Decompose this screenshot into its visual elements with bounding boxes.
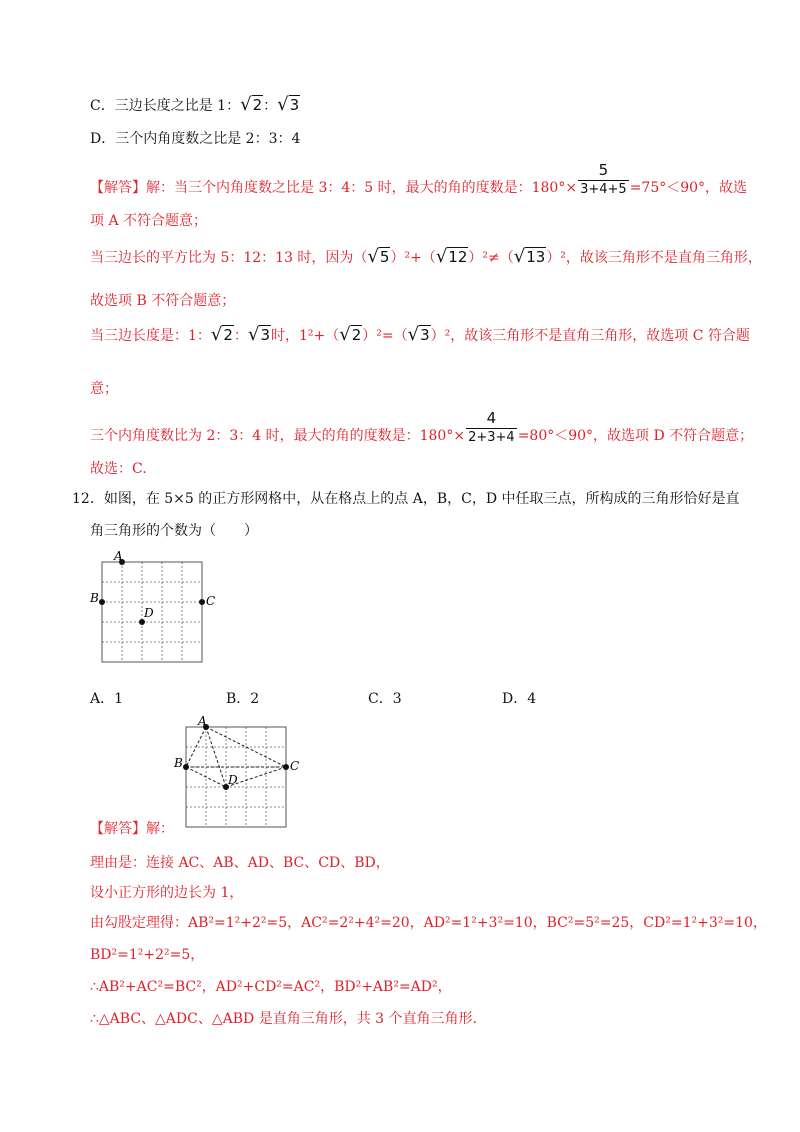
label-a: A — [114, 549, 123, 563]
sqrt-3: √3 — [407, 324, 430, 345]
fraction-5-over-12: $\frac{5}{3+4+5}$ — [580, 161, 627, 197]
grid-figure-solution — [174, 714, 300, 827]
solution-line-2: 设小正方形的边长为 1， — [90, 885, 244, 901]
label-d: D — [144, 606, 154, 620]
label-c: C — [290, 759, 300, 773]
option-d[interactable]: D．4 — [502, 691, 537, 707]
analysis-line-6: 意； — [90, 381, 118, 397]
label-b: B — [90, 591, 99, 605]
sqrt-2: √2 — [240, 94, 263, 115]
ratio-sep: ： — [263, 98, 278, 114]
sqrt-3: √3 — [247, 324, 270, 345]
point-b — [99, 599, 105, 605]
point-b — [183, 764, 189, 770]
option-c[interactable]: C．3 — [368, 691, 402, 707]
solution-line-6: ∴△ABC、△ADC、△ABD 是直角三角形，共 3 个直角三角形. — [90, 1011, 477, 1027]
grid-figure-question — [90, 549, 216, 662]
question-12-stem: 12．如图，在 5×5 的正方形网格中，从在格点上的点 A，B，C，D 中任取三点，所构成的三角形恰好是直 — [72, 491, 740, 507]
analysis-text: ）²，故该三角形不是直角三角形， — [546, 250, 762, 266]
analysis-text: =75°＜90°，故选 — [629, 180, 748, 196]
analysis-line-7 — [90, 409, 754, 446]
analysis-text: ）²=（ — [362, 328, 408, 344]
solution-tag-line — [90, 820, 174, 838]
analysis-line-5 — [90, 326, 750, 345]
point-c — [283, 764, 289, 770]
answer-tag: 【解答】 — [90, 180, 146, 196]
analysis-line-3 — [90, 248, 762, 267]
analysis-text: 当三边长度是：1： — [90, 328, 211, 344]
analysis-text: ）²≠（ — [468, 250, 514, 266]
solution-line-3: 由勾股定理得：AB²=1²+2²=5，AC²=2²+4²=20，AD²=1²+3²=10，BC²=5²=25，CD²=1²+3²=10， — [90, 915, 767, 931]
analysis-text: ： — [233, 328, 248, 344]
label-a: A — [198, 714, 207, 728]
analysis-line-1 — [90, 161, 748, 198]
point-c — [199, 599, 205, 605]
answer-tag-tail: 解： — [146, 821, 174, 837]
analysis-text: 解：当三个内角度数之比是 3：4：5 时，最大的角的度数是：180°× — [146, 180, 578, 196]
sqrt-12: √12 — [435, 246, 468, 267]
option-a[interactable]: A．1 — [90, 691, 124, 707]
analysis-text: ）²+（ — [390, 250, 436, 266]
answer-tag: 【解答】 — [90, 821, 146, 837]
analysis-line-8: 故选：C. — [90, 461, 147, 477]
fraction-4-over-9: $\frac{4}{2+3+4}$ — [468, 409, 515, 445]
analysis-text: =80°＜90°，故选项 D 不符合题意； — [517, 428, 754, 444]
label-c: C — [206, 594, 216, 608]
option-c-text: C．三边长度之比是 1： — [90, 98, 241, 114]
sqrt-2: √2 — [339, 324, 362, 345]
label-d: D — [228, 773, 238, 787]
analysis-text: ）²，故该三角形不是直角三角形，故选项 C 符合题 — [430, 328, 750, 344]
analysis-line-2: 项 A 不符合题意； — [90, 213, 208, 229]
sqrt-13: √13 — [513, 246, 546, 267]
analysis-text: 当三边长的平方比为 5：12：13 时，因为（ — [90, 250, 368, 266]
solution-line-1: 理由是：连接 AC、AB、AD、BC、CD、BD， — [90, 855, 390, 871]
solution-line-4: BD²=1²+2²=5， — [90, 947, 205, 963]
analysis-text: 时，1²+（ — [270, 328, 340, 344]
analysis-line-4: 故选项 B 不符合题意； — [90, 293, 236, 309]
option-d-prev: D．三个内角度数之比是 2：3：4 — [90, 131, 301, 147]
option-b[interactable]: B．2 — [226, 691, 260, 707]
analysis-text: 三个内角度数比为 2：3：4 时，最大的角的度数是：180°× — [90, 428, 466, 444]
sqrt-3: √3 — [277, 94, 300, 115]
solution-line-5: ∴AB²+AC²=BC²，AD²+CD²=AC²，BD²+AB²=AD²， — [90, 979, 452, 995]
label-b: B — [174, 756, 183, 770]
option-c-prev — [90, 96, 300, 115]
question-12-stem-2: 角三角形的个数为（ ） — [90, 523, 258, 539]
sqrt-5: √5 — [367, 246, 390, 267]
sqrt-2: √2 — [210, 324, 233, 345]
